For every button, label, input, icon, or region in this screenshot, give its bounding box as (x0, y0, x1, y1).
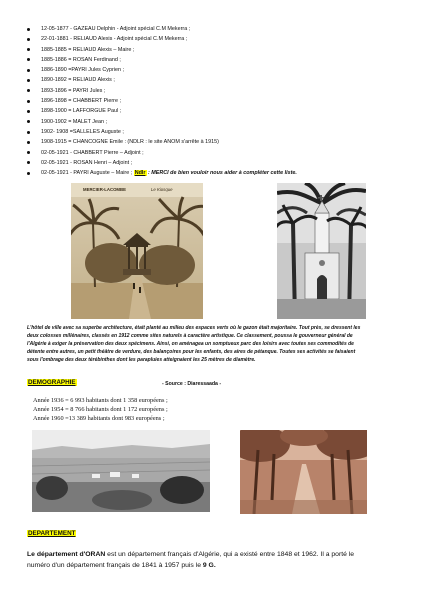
kiosque-photo (71, 183, 203, 319)
list-item: 12-05-1877 - GAZEAU Delphin - Adjoint spécial C.M Mekerra ; (27, 24, 297, 34)
mayor-list (27, 24, 297, 178)
caption-line: détente entre autres, un petit théâtre de verdure, des balançoires pour les enfants, des aires de pétanque. Toutes ses activités se faisaient (27, 349, 356, 355)
list-item-last (27, 168, 297, 178)
list-item: 1886-1890 =PAYRI Jules Cyprien ; (27, 65, 297, 75)
list-item: 02-05-1921 - CHABBERT Pierre – Adjoint ; (27, 148, 297, 158)
church-photo (277, 183, 366, 319)
demographie-line: Année 1960 =13 389 habitants dont 983 européens ; (33, 415, 165, 422)
departement-heading: DEPARTEMENT (28, 530, 76, 537)
kiosque-photo-drawing (71, 183, 203, 319)
departement-text: numéro d'un département français de 1841 à 1957 puis le (27, 562, 203, 569)
avenue-photo-drawing (240, 430, 367, 514)
caption-line: l'Algérie à exiger la préservation des deux spécimens. Ainsi, on aménagea un somptueux parc des loisirs avec toutes ses commodités de (27, 341, 354, 347)
list-item: 1908-1915 = CHANCOGNE Emile : (NDLR : le site ANOM s'arrête à 1915) (27, 137, 297, 147)
help-note: : MERCI de bien vouloir nous aider à compléter cette liste. (148, 170, 297, 177)
demographie-line: Année 1954 = 8 766 habitants dont 1 172 européens ; (33, 406, 168, 413)
departement-text: est un département français d'Algérie, qui a existé entre 1848 et 1962. Il a porté le (105, 551, 355, 558)
list-item: 1890-1892 = RELIAUD Alexis ; (27, 75, 297, 85)
list-item: 1885-1885 = RELIAUD Alexis – Maire ; (27, 45, 297, 55)
last-mayor-text: 02-05-1921 - PAYRI Auguste – Maire ; (41, 170, 133, 177)
caption-line: deux colosses millénaires, classés en 1912 comme sites naturels à caractère artistique. Ce classement, poussa le gouverneur général de (27, 333, 353, 339)
list-item: 1893-1896 = PAYRI Jules ; (27, 86, 297, 96)
demographie-line: Année 1936 = 6 993 habitants dont 1 358 européens ; (33, 397, 168, 404)
list-item: 1900-1902 = MALET Jean ; (27, 117, 297, 127)
departement-paragraph (27, 549, 407, 571)
caption-line: sous l'ombrage des deux térébinthes dont les parapluies atteignaient les 25 mètres de diamètre. (27, 357, 256, 363)
caption-line: L'hôtel de ville avec sa superbe architecture, était planté au milieu des espaces verts où le gazon était majoritaire. Tout près, se dressent les (27, 325, 361, 331)
list-item: 02-05-1921 - ROSAN Henri – Adjoint ; (27, 158, 297, 168)
demographie-heading: DEMOGRAPHIE (28, 379, 76, 386)
landscape-photo (32, 430, 210, 512)
list-item: 1898-1900 = LAFFORGUE Paul ; (27, 106, 297, 116)
church-photo-drawing (277, 183, 366, 319)
list-item: 1896-1898 = CHABBERT Pierre ; (27, 96, 297, 106)
departement-name: Le département d'ORAN (27, 551, 106, 558)
postcard-title: MERCIER-LACOMBE (83, 187, 126, 192)
list-item: 1902- 1908 =SALLELES Auguste ; (27, 127, 297, 137)
departement-number: 9 G. (202, 562, 216, 569)
list-item: 22-01-1881 - RELIAUD Alexis - Adjoint spécial C.M Mekerra ; (27, 34, 297, 44)
landscape-photo-drawing (32, 430, 210, 512)
avenue-photo (240, 430, 367, 514)
list-item: 1885-1886 = ROSAN Ferdinand ; (27, 55, 297, 65)
demographie-source: - Source : Diaressaada - (162, 381, 222, 387)
postcard-subtitle: Le Kiosque (151, 187, 173, 192)
ndlr-label: Ndlr (134, 170, 146, 177)
